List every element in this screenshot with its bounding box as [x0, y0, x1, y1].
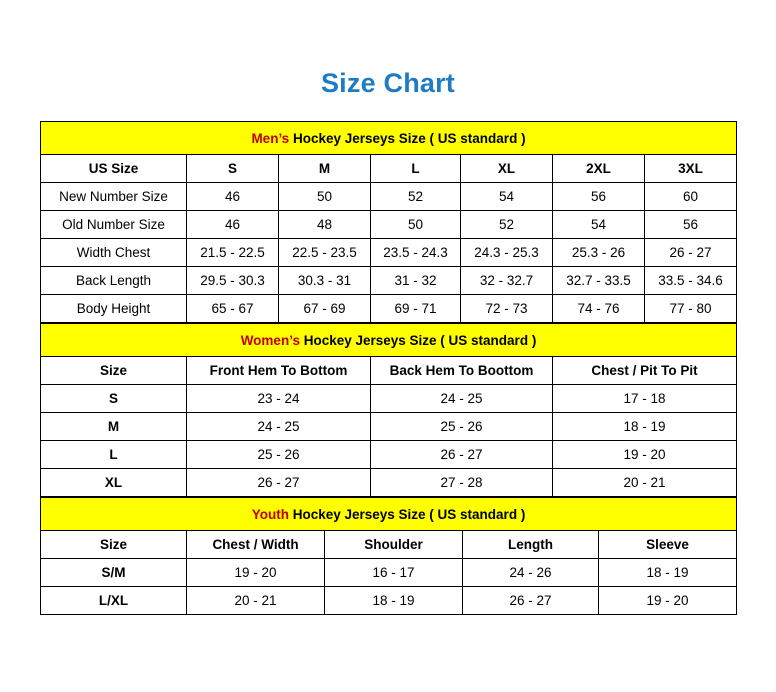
womens-row-0-label: S	[41, 385, 187, 413]
womens-row-3-cell-2: 20 - 21	[553, 469, 737, 497]
youth-col-4: Sleeve	[599, 531, 737, 559]
youth-col-2: Shoulder	[325, 531, 463, 559]
size-chart-container	[40, 121, 736, 615]
table-row-section-header	[41, 498, 737, 531]
womens-row-0-cell-0: 23 - 24	[187, 385, 371, 413]
mens-col-2: M	[279, 155, 371, 183]
womens-row-3-cell-0: 26 - 27	[187, 469, 371, 497]
mens-row-4-cell-5: 77 - 80	[645, 295, 737, 323]
mens-row-0-cell-5: 60	[645, 183, 737, 211]
mens-row-2-cell-5: 26 - 27	[645, 239, 737, 267]
mens-row-1-cell-4: 54	[553, 211, 645, 239]
youth-row-1-label: L/XL	[41, 587, 187, 615]
youth-section-heading	[41, 498, 737, 531]
mens-row-1-label: Old Number Size	[41, 211, 187, 239]
mens-row-2-cell-2: 23.5 - 24.3	[371, 239, 461, 267]
womens-row-0-cell-2: 17 - 18	[553, 385, 737, 413]
mens-row-1-cell-1: 48	[279, 211, 371, 239]
table-row-section-header	[41, 324, 737, 357]
womens-row-0-cell-1: 24 - 25	[371, 385, 553, 413]
mens-row-1-cell-3: 52	[461, 211, 553, 239]
table-row	[41, 441, 737, 469]
youth-row-1-cell-3: 19 - 20	[599, 587, 737, 615]
table-row	[41, 587, 737, 615]
mens-row-4-cell-4: 74 - 76	[553, 295, 645, 323]
womens-heading-rest: Hockey Jerseys Size ( US standard )	[299, 332, 537, 348]
mens-row-4-cell-3: 72 - 73	[461, 295, 553, 323]
mens-row-2-cell-1: 22.5 - 23.5	[279, 239, 371, 267]
table-row-header	[41, 357, 737, 385]
mens-row-4-cell-0: 65 - 67	[187, 295, 279, 323]
youth-size-table	[40, 497, 737, 615]
mens-col-4: XL	[461, 155, 553, 183]
table-row	[41, 295, 737, 323]
womens-size-table	[40, 323, 737, 497]
youth-row-0-cell-0: 19 - 20	[187, 559, 325, 587]
youth-heading-accent: Youth	[251, 506, 289, 522]
table-row-header	[41, 531, 737, 559]
womens-row-2-cell-2: 19 - 20	[553, 441, 737, 469]
table-row	[41, 469, 737, 497]
youth-heading-rest: Hockey Jerseys Size ( US standard )	[288, 506, 526, 522]
table-row	[41, 559, 737, 587]
youth-row-0-cell-1: 16 - 17	[325, 559, 463, 587]
womens-row-2-cell-0: 25 - 26	[187, 441, 371, 469]
womens-row-1-cell-0: 24 - 25	[187, 413, 371, 441]
womens-row-3-cell-1: 27 - 28	[371, 469, 553, 497]
table-row	[41, 267, 737, 295]
table-row-section-header	[41, 122, 737, 155]
youth-row-0-cell-3: 18 - 19	[599, 559, 737, 587]
womens-row-1-cell-1: 25 - 26	[371, 413, 553, 441]
womens-col-0: Size	[41, 357, 187, 385]
mens-row-3-cell-4: 32.7 - 33.5	[553, 267, 645, 295]
table-row	[41, 183, 737, 211]
youth-row-0-cell-2: 24 - 26	[463, 559, 599, 587]
mens-row-3-label: Back Length	[41, 267, 187, 295]
mens-col-6: 3XL	[645, 155, 737, 183]
womens-heading-accent: Women’s	[240, 332, 300, 348]
womens-row-2-label: L	[41, 441, 187, 469]
table-row	[41, 413, 737, 441]
womens-row-1-cell-2: 18 - 19	[553, 413, 737, 441]
mens-row-0-label: New Number Size	[41, 183, 187, 211]
mens-row-0-cell-4: 56	[553, 183, 645, 211]
womens-col-1: Front Hem To Bottom	[187, 357, 371, 385]
table-row	[41, 385, 737, 413]
mens-row-1-cell-5: 56	[645, 211, 737, 239]
womens-col-2: Back Hem To Boottom	[371, 357, 553, 385]
table-row	[41, 211, 737, 239]
mens-col-5: 2XL	[553, 155, 645, 183]
mens-row-4-cell-2: 69 - 71	[371, 295, 461, 323]
page-title: Size Chart	[320, 68, 456, 98]
mens-row-2-label: Width Chest	[41, 239, 187, 267]
mens-heading-rest: Hockey Jerseys Size ( US standard )	[289, 130, 526, 146]
youth-col-0: Size	[41, 531, 187, 559]
mens-row-2-cell-3: 24.3 - 25.3	[461, 239, 553, 267]
womens-row-3-label: XL	[41, 469, 187, 497]
mens-row-3-cell-5: 33.5 - 34.6	[645, 267, 737, 295]
youth-row-1-cell-2: 26 - 27	[463, 587, 599, 615]
mens-section-heading	[41, 122, 737, 155]
mens-row-0-cell-2: 52	[371, 183, 461, 211]
mens-row-3-cell-0: 29.5 - 30.3	[187, 267, 279, 295]
table-row-header	[41, 155, 737, 183]
womens-section-heading	[41, 324, 737, 357]
mens-row-2-cell-0: 21.5 - 22.5	[187, 239, 279, 267]
mens-row-1-cell-2: 50	[371, 211, 461, 239]
womens-row-1-label: M	[41, 413, 187, 441]
mens-col-3: L	[371, 155, 461, 183]
mens-row-4-label: Body Height	[41, 295, 187, 323]
womens-row-2-cell-1: 26 - 27	[371, 441, 553, 469]
mens-col-1: S	[187, 155, 279, 183]
mens-row-1-cell-0: 46	[187, 211, 279, 239]
mens-row-3-cell-1: 30.3 - 31	[279, 267, 371, 295]
mens-heading-accent: Men’s	[251, 130, 290, 146]
mens-row-0-cell-3: 54	[461, 183, 553, 211]
mens-row-4-cell-1: 67 - 69	[279, 295, 371, 323]
youth-col-3: Length	[463, 531, 599, 559]
mens-row-0-cell-0: 46	[187, 183, 279, 211]
mens-row-2-cell-4: 25.3 - 26	[553, 239, 645, 267]
youth-col-1: Chest / Width	[187, 531, 325, 559]
youth-row-1-cell-1: 18 - 19	[325, 587, 463, 615]
womens-col-3: Chest / Pit To Pit	[553, 357, 737, 385]
mens-size-table	[40, 121, 737, 323]
mens-row-3-cell-2: 31 - 32	[371, 267, 461, 295]
mens-row-0-cell-1: 50	[279, 183, 371, 211]
table-row	[41, 239, 737, 267]
mens-col-0: US Size	[41, 155, 187, 183]
youth-row-0-label: S/M	[41, 559, 187, 587]
mens-row-3-cell-3: 32 - 32.7	[461, 267, 553, 295]
youth-row-1-cell-0: 20 - 21	[187, 587, 325, 615]
